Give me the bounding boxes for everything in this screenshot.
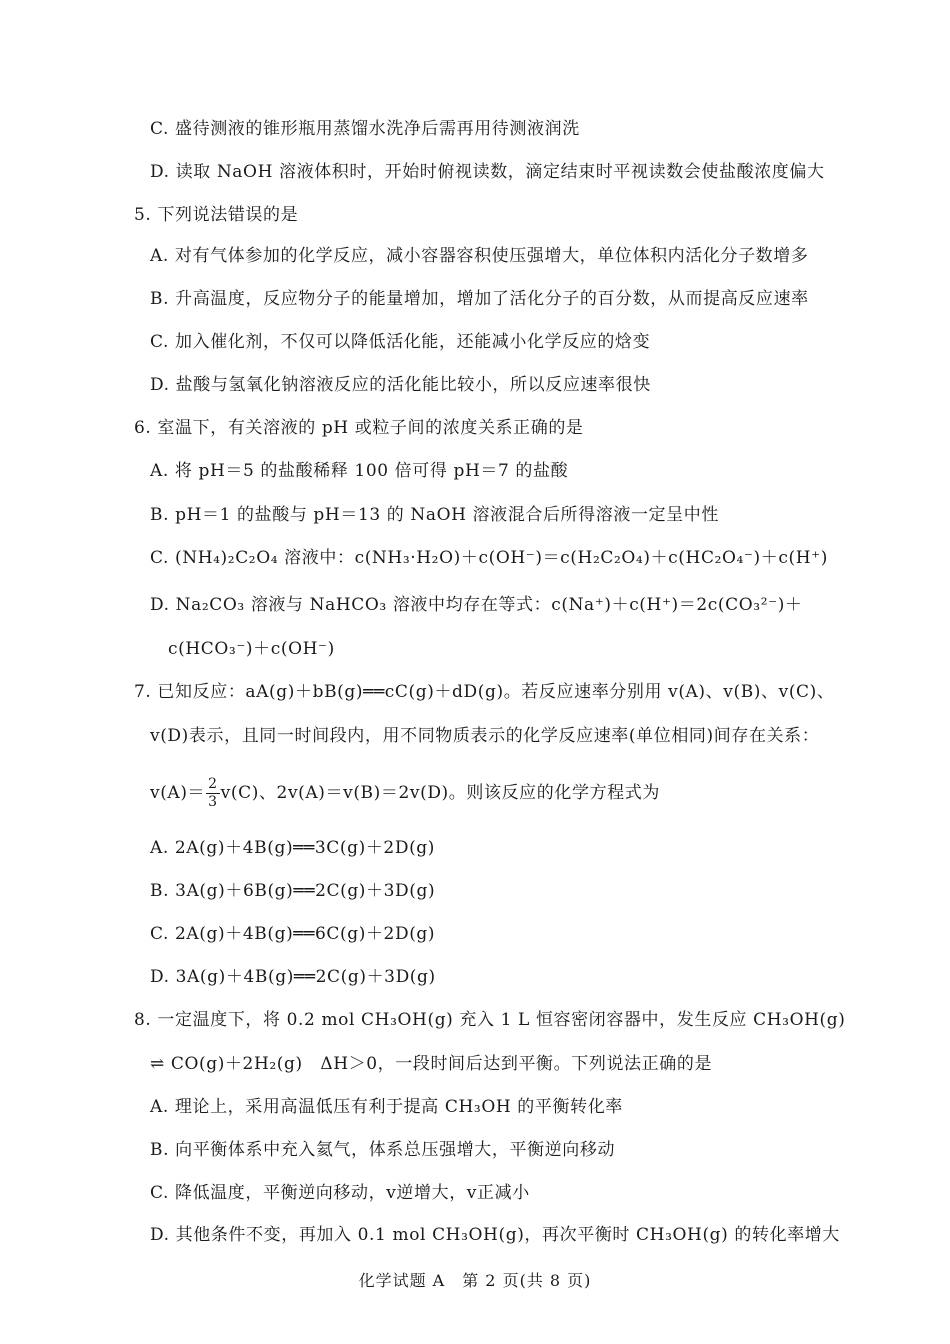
rate-relation-suffix: v(C)、2v(A)＝v(B)＝2v(D)。则该反应的化学方程式为: [220, 783, 660, 803]
question-8-option-b: B. 向平衡体系中充入氦气，体系总压强增大，平衡逆向移动: [150, 1140, 616, 1160]
fraction-two-thirds: [206, 776, 220, 811]
question-8-stem-line1: 8. 一定温度下，将 0.2 mol CH₃OH(g) 充入 1 L 恒容密闭容器中，发生反应 CH₃OH(g): [134, 1010, 846, 1030]
question-4-option-c: C. 盛待测液的锥形瓶用蒸馏水洗净后需再用待测液润洗: [150, 119, 580, 139]
question-4-option-d: D. 读取 NaOH 溶液体积时，开始时俯视读数，滴定结束时平视读数会使盐酸浓度偏大: [150, 162, 825, 182]
question-5-stem: 5. 下列说法错误的是: [134, 205, 299, 225]
question-8-option-d: D. 其他条件不变，再加入 0.1 mol CH₃OH(g)，再次平衡时 CH₃OH(g) 的转化率增大: [150, 1225, 840, 1245]
question-7-option-b: B. 3A(g)＋6B(g)══2C(g)＋3D(g): [150, 881, 436, 901]
question-8-option-c: C. 降低温度，平衡逆向移动，v逆增大，v正减小: [150, 1183, 530, 1203]
page-footer: 化学试题 A 第 2 页(共 8 页): [358, 1271, 592, 1290]
rate-relation-prefix: v(A)＝: [150, 783, 206, 803]
question-7-stem-line1: 7. 已知反应：aA(g)＋bB(g)══cC(g)＋dD(g)。若反应速率分别用 v(A)、v(B)、v(C)、: [134, 682, 835, 702]
question-6-option-c: C. (NH₄)₂C₂O₄ 溶液中：c(NH₃·H₂O)＋c(OH⁻)＝c(H₂C₂O₄)＋c(HC₂O₄⁻)＋c(H⁺): [150, 548, 828, 568]
fraction-numerator: 2: [208, 776, 218, 792]
question-6-option-b: B. pH＝1 的盐酸与 pH＝13 的 NaOH 溶液混合后所得溶液一定呈中性: [150, 505, 719, 525]
question-6-option-d-line2: c(HCO₃⁻)＋c(OH⁻): [168, 639, 335, 659]
question-7-stem-line2: v(D)表示，且同一时间段内，用不同物质表示的化学反应速率(单位相同)间存在关系：: [150, 726, 820, 746]
fraction-denominator: 3: [208, 794, 218, 810]
question-6-option-d-line1: D. Na₂CO₃ 溶液与 NaHCO₃ 溶液中均存在等式：c(Na⁺)＋c(H⁺)＝2c(CO₃²⁻)＋: [150, 595, 803, 615]
question-5-option-d: D. 盐酸与氢氧化钠溶液反应的活化能比较小，所以反应速率很快: [150, 375, 651, 395]
question-6-option-a: A. 将 pH＝5 的盐酸稀释 100 倍可得 pH＝7 的盐酸: [150, 461, 569, 481]
question-5-option-c: C. 加入催化剂，不仅可以降低活化能，还能减小化学反应的焓变: [150, 332, 651, 352]
question-5-option-b: B. 升高温度，反应物分子的能量增加，增加了活化分子的百分数，从而提高反应速率: [150, 289, 809, 309]
question-7-option-d: D. 3A(g)＋4B(g)══2C(g)＋3D(g): [150, 967, 436, 987]
question-8-option-a: A. 理论上，采用高温低压有利于提高 CH₃OH 的平衡转化率: [150, 1097, 623, 1117]
question-5-option-a: A. 对有气体参加的化学反应，减小容器容积使压强增大，单位体积内活化分子数增多: [150, 246, 809, 266]
question-6-stem: 6. 室温下，有关溶液的 pH 或粒子间的浓度关系正确的是: [134, 418, 584, 438]
question-8-stem-line2: ⇌ CO(g)＋2H₂(g) ΔH＞0，一段时间后达到平衡。下列说法正确的是: [150, 1054, 713, 1074]
question-7-stem-line3: [150, 774, 660, 812]
question-7-option-a: A. 2A(g)＋4B(g)══3C(g)＋2D(g): [150, 838, 436, 858]
question-7-option-c: C. 2A(g)＋4B(g)══6C(g)＋2D(g): [150, 924, 436, 944]
